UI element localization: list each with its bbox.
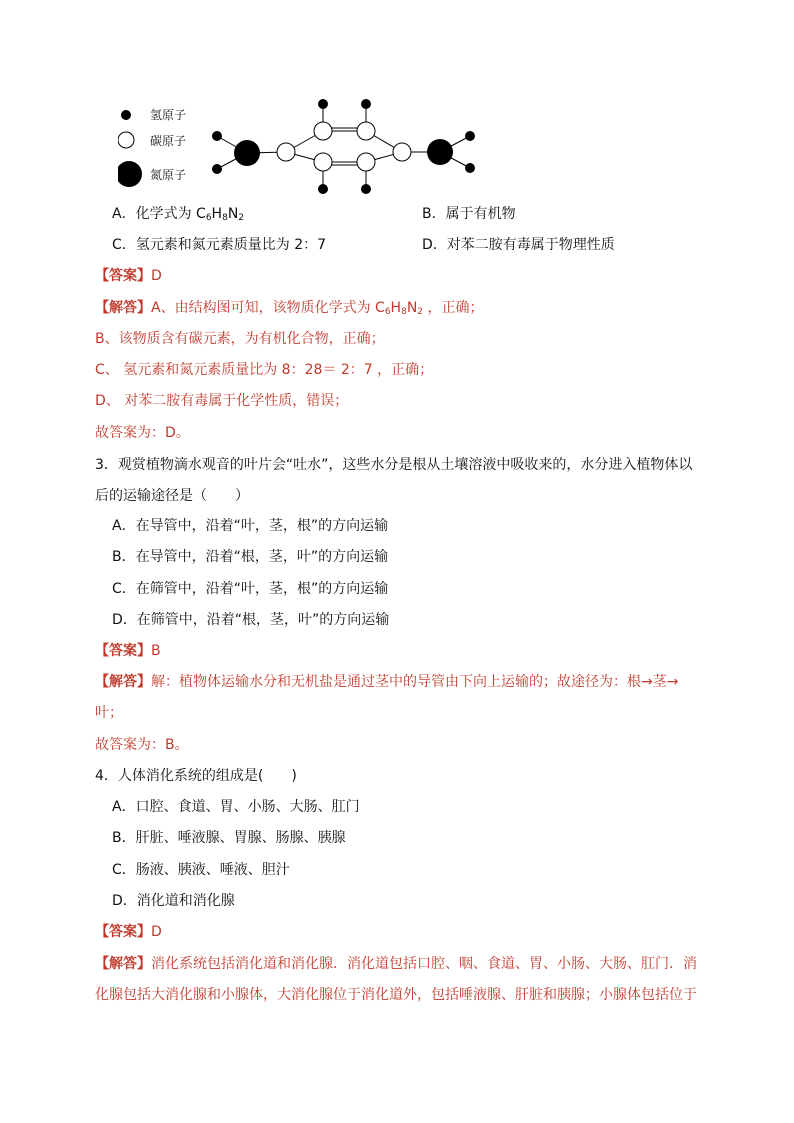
legend-carbon xyxy=(118,130,186,150)
q4-option-d: D．消化道和消化腺 xyxy=(112,893,235,909)
q4-analysis-line-2: 化腺包括大消化腺和小腺体，大消化腺位于消化道外，包括唾液腺、肝脏和胰腺；小腺体包括位于 xyxy=(95,987,697,1003)
legend-label-hydrogen: 氢原子 xyxy=(150,108,187,122)
answer-value: D xyxy=(151,924,162,940)
answer-tag: 【答案】 xyxy=(95,268,151,284)
legend-label-carbon: 碳原子 xyxy=(150,133,187,148)
q3-analysis-line-1: 【解答】解：植物体运输水分和无机盐是通过茎中的导管由下向上运输的；故途径为：根→茎→ xyxy=(95,674,679,690)
answer-tag: 【答案】 xyxy=(95,924,151,940)
legend-nitrogen xyxy=(118,160,186,188)
q4-option-b: B．肝脏、唾液腺、胃腺、肠腺、胰腺 xyxy=(112,830,346,846)
q3-option-a: A．在导管中，沿着“叶，茎，根”的方向运输 xyxy=(112,518,389,534)
q2-analysis-b: B、该物质含有碳元素，为有机化合物，正确； xyxy=(95,331,385,347)
q3-option-d: D．在筛管中，沿着“根，茎，叶”的方向运输 xyxy=(112,612,390,628)
q2-option-b: B．属于有机物 xyxy=(422,206,516,222)
q4-stem: 4．人体消化系统的组成是( ) xyxy=(95,768,297,784)
nitrogen-atom-icon xyxy=(118,160,144,188)
q3-option-b: B．在导管中，沿着“根，茎，叶”的方向运输 xyxy=(112,549,389,565)
q2-option-d: D．对苯二胺有毒属于物理性质 xyxy=(422,237,615,253)
q2-option-a: A．化学式为 $C_6H_8N_2$ xyxy=(112,206,245,223)
q4-option-a: A．口腔、食道、胃、小肠、大肠、肛门 xyxy=(112,799,360,815)
answer-value: D xyxy=(151,268,162,284)
q3-stem-line-2: 后的运输途径是（ ） xyxy=(95,488,249,504)
q4-answer xyxy=(95,922,162,942)
answer-value: B xyxy=(151,643,161,659)
q2-answer xyxy=(95,266,162,286)
q4-analysis-line-1: 【解答】消化系统包括消化道和消化腺．消化道包括口腔、咽、食道、胃、小肠、大肠、肛门．消 xyxy=(95,956,697,972)
q3-analysis-line-2: 叶； xyxy=(95,705,123,721)
carbon-atom-icon xyxy=(118,130,144,150)
q3-stem-line-1: 3．观赏植物滴水观音的叶片会“吐水”，这些水分是根从土壤溶液中吸收来的，水分进入植物体以 xyxy=(95,457,693,473)
legend-hydrogen xyxy=(118,106,186,123)
q3-option-c: C．在筛管中，沿着“叶，茎，根”的方向运输 xyxy=(112,581,389,597)
q2-analysis-d: D、 对苯二胺有毒属于化学性质，错误； xyxy=(95,393,349,409)
q3-answer xyxy=(95,641,161,661)
legend-label-nitrogen: 氮原子 xyxy=(150,167,187,182)
atom-legend xyxy=(118,104,208,194)
q4-option-c: C．肠液、胰液、唾液、胆汁 xyxy=(112,862,290,878)
q2-analysis-a: 【解答】A、由结构图可知，该物质化学式为 $C_6H_8N_2$ ，正确； xyxy=(95,300,484,317)
p-phenylenediamine-structure-diagram xyxy=(200,96,490,206)
q2-analysis-c: C、 氢元素和氮元素质量比为 8：28＝ 2：7 ，正确； xyxy=(95,362,434,378)
answer-tag: 【答案】 xyxy=(95,643,151,659)
q3-conclusion: 故答案为：B。 xyxy=(95,737,189,753)
q2-conclusion: 故答案为：D。 xyxy=(95,425,190,441)
hydrogen-atom-icon xyxy=(118,108,144,122)
q2-option-c: C．氢元素和氮元素质量比为 2：7 xyxy=(112,237,327,253)
